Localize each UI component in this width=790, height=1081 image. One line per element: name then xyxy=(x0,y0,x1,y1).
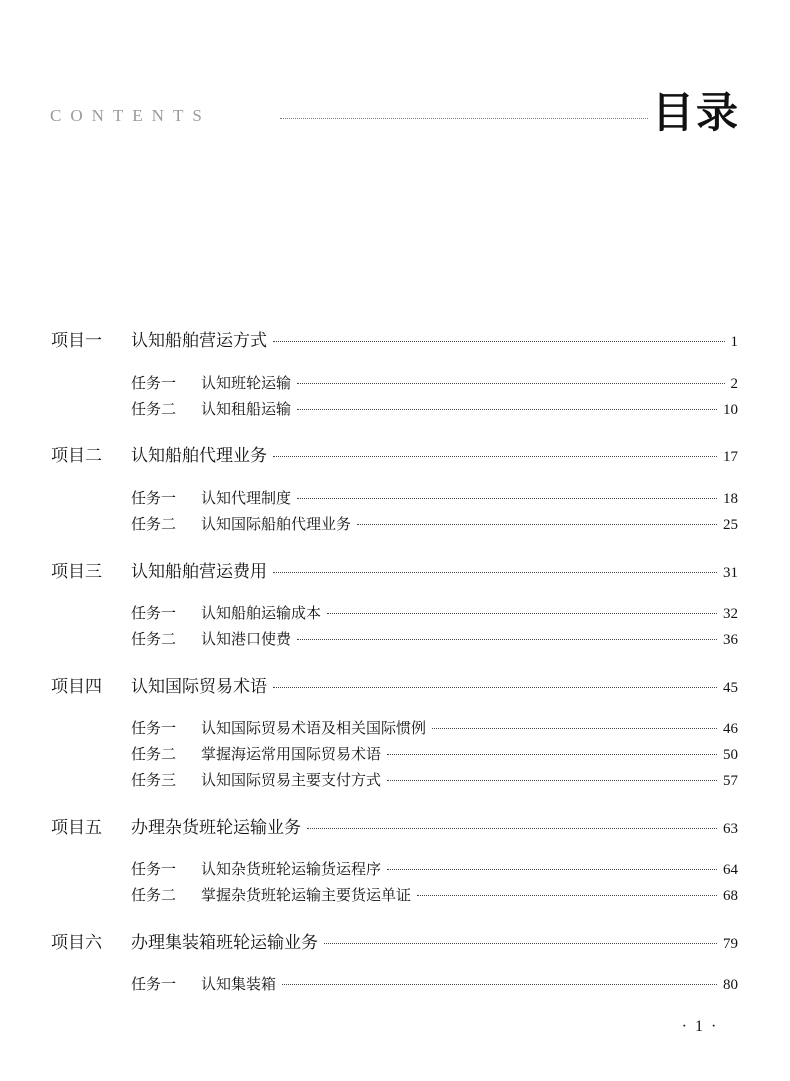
task-title: 认知班轮运输 xyxy=(201,374,292,392)
page-number: 32 xyxy=(723,606,738,622)
dot-leader xyxy=(273,687,717,688)
task-label: 任务一 xyxy=(131,604,177,622)
page-title: 目录 xyxy=(651,88,740,137)
toc-task-5-1[interactable] xyxy=(131,858,738,879)
dot-leader xyxy=(387,780,717,781)
dot-leader xyxy=(387,754,717,755)
task-title: 认知杂货班轮运输货运程序 xyxy=(201,860,382,878)
toc-project-2[interactable] xyxy=(51,441,738,466)
page-number: 50 xyxy=(723,747,738,763)
page-number: 46 xyxy=(723,721,738,737)
task-title: 认知国际船舶代理业务 xyxy=(201,515,352,533)
toc-task-5-2[interactable] xyxy=(131,884,738,905)
task-title: 认知集装箱 xyxy=(201,975,277,993)
toc-task-3-1[interactable] xyxy=(131,602,738,623)
footer-page-number: · 1 · xyxy=(681,1018,719,1035)
page-number: 31 xyxy=(723,565,738,581)
page-number: 10 xyxy=(723,402,738,418)
toc-task-2-2[interactable] xyxy=(131,513,738,534)
task-title: 认知租船运输 xyxy=(201,400,292,418)
task-label: 任务一 xyxy=(131,489,177,507)
task-title: 掌握海运常用国际贸易术语 xyxy=(201,745,382,763)
task-label: 任务二 xyxy=(131,515,177,533)
page-number: 68 xyxy=(723,888,738,904)
page-number: 57 xyxy=(723,773,738,789)
page-number: 63 xyxy=(723,821,738,837)
toc-task-1-1[interactable] xyxy=(131,372,738,393)
dot-leader xyxy=(273,341,725,342)
task-label: 任务三 xyxy=(131,771,177,789)
dot-leader xyxy=(297,498,717,499)
page-number: 17 xyxy=(723,449,738,465)
task-label: 任务一 xyxy=(131,975,177,993)
contents-heading: CONTENTS xyxy=(50,106,211,125)
page-number: 36 xyxy=(723,632,738,648)
project-label: 项目六 xyxy=(51,933,102,953)
page-number: 79 xyxy=(723,936,738,952)
dot-leader xyxy=(387,869,717,870)
project-label: 项目四 xyxy=(51,677,102,697)
project-title: 认知船舶代理业务 xyxy=(131,446,267,466)
dot-leader xyxy=(324,943,717,944)
task-label: 任务二 xyxy=(131,630,177,648)
toc-task-4-1[interactable] xyxy=(131,717,738,738)
project-label: 项目五 xyxy=(51,818,102,838)
project-label: 项目一 xyxy=(51,331,102,351)
page-number: 80 xyxy=(723,977,738,993)
project-title: 办理集装箱班轮运输业务 xyxy=(131,933,318,953)
page-number: 64 xyxy=(723,862,738,878)
toc-task-3-2[interactable] xyxy=(131,628,738,649)
dot-leader xyxy=(297,409,717,410)
dot-leader xyxy=(297,639,717,640)
task-label: 任务二 xyxy=(131,745,177,763)
dot-leader xyxy=(282,984,717,985)
task-title: 掌握杂货班轮运输主要货运单证 xyxy=(201,886,412,904)
dot-leader xyxy=(417,895,717,896)
dot-leader xyxy=(273,456,717,457)
task-label: 任务一 xyxy=(131,719,177,737)
project-title: 认知国际贸易术语 xyxy=(131,677,267,697)
project-label: 项目二 xyxy=(51,446,102,466)
task-label: 任务一 xyxy=(131,374,177,392)
task-title: 认知国际贸易主要支付方式 xyxy=(201,771,382,789)
page-number: 25 xyxy=(723,517,738,533)
toc-task-1-2[interactable] xyxy=(131,398,738,419)
toc-task-4-2[interactable] xyxy=(131,743,738,764)
project-title: 认知船舶营运方式 xyxy=(131,331,267,351)
page-number: 45 xyxy=(723,680,738,696)
dot-leader xyxy=(432,728,717,729)
project-title: 办理杂货班轮运输业务 xyxy=(131,818,301,838)
dot-leader xyxy=(307,828,717,829)
dot-leader xyxy=(357,524,717,525)
toc-project-1[interactable] xyxy=(51,326,738,351)
dot-leader xyxy=(327,613,717,614)
toc-project-6[interactable] xyxy=(51,928,738,953)
task-title: 认知船舶运输成本 xyxy=(201,604,322,622)
dot-leader xyxy=(297,383,724,384)
task-title: 认知代理制度 xyxy=(201,489,292,507)
page-number: 1 xyxy=(730,334,738,350)
task-label: 任务二 xyxy=(131,400,177,418)
task-title: 认知国际贸易术语及相关国际惯例 xyxy=(201,719,427,737)
page-number: 18 xyxy=(723,491,738,507)
page-number: 2 xyxy=(730,376,738,392)
project-title: 认知船舶营运费用 xyxy=(131,562,267,582)
task-label: 任务一 xyxy=(131,860,177,878)
toc-project-5[interactable] xyxy=(51,813,738,838)
toc-task-6-1[interactable] xyxy=(131,973,738,994)
project-label: 项目三 xyxy=(51,562,102,582)
toc-task-4-3[interactable] xyxy=(131,769,738,790)
toc-project-3[interactable] xyxy=(51,557,738,582)
task-label: 任务二 xyxy=(131,886,177,904)
toc-project-4[interactable] xyxy=(51,672,738,697)
dot-leader xyxy=(273,572,717,573)
toc-task-2-1[interactable] xyxy=(131,487,738,508)
task-title: 认知港口使费 xyxy=(201,630,292,648)
